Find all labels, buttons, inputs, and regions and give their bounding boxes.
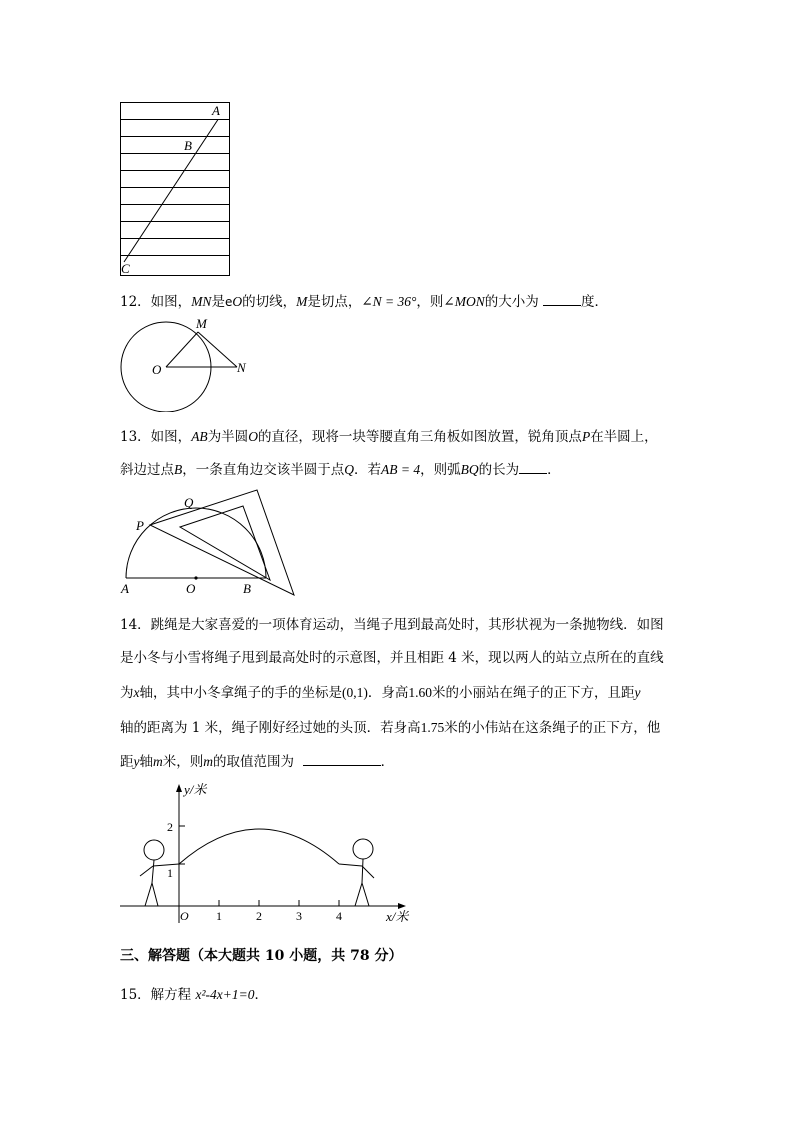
y-tick-1: 1 bbox=[167, 866, 173, 880]
answer-blank[interactable] bbox=[543, 293, 581, 306]
question-13-line1: 13．如图，AB为半圆O的直径，现将一块等腰直角三角板如图放置，锐角顶点P在半圆上， bbox=[120, 429, 658, 445]
answer-blank[interactable] bbox=[303, 753, 381, 766]
x-tick-4: 4 bbox=[336, 909, 342, 923]
question-14-line1: 14．跳绳是大家喜爱的一项体育运动，当绳子甩到最高处时，其形状视为一条抛物线．如图 bbox=[120, 617, 664, 633]
label-q: Q bbox=[184, 495, 194, 510]
question-14-line2: 是小冬与小雪将绳子甩到最高处时的示意图，并且相距 4 米，现以两人的站立点所在的直线 bbox=[120, 650, 664, 666]
question-14-line4: 轴的距离为 1 米，绳子刚好经过她的头顶．若身高1.75米的小伟站在这条绳子的正下方，他 bbox=[120, 720, 661, 736]
label-n: N bbox=[237, 360, 246, 375]
origin-label: O bbox=[180, 909, 189, 923]
x-tick-2: 2 bbox=[256, 909, 262, 923]
person-right bbox=[339, 839, 374, 906]
y-tick-2: 2 bbox=[167, 820, 173, 834]
label-a: A bbox=[121, 581, 129, 596]
figure-tangent-circle bbox=[112, 312, 262, 412]
x-tick-3: 3 bbox=[296, 909, 302, 923]
question-14-line3: 为x轴，其中小冬拿绳子的手的坐标是(0,1)．身高1.60米的小丽站在绳子的正下方，且距y bbox=[120, 685, 641, 701]
x-tick-1: 1 bbox=[216, 909, 222, 923]
y-axis-label: y/米 bbox=[184, 782, 207, 797]
figure-semicircle-triangle bbox=[112, 485, 307, 597]
answer-blank[interactable] bbox=[519, 461, 547, 474]
label-c: C bbox=[121, 261, 130, 276]
question-14-line5: 距y轴m米，则m的取值范围为 ． bbox=[120, 754, 395, 770]
label-p: P bbox=[136, 518, 144, 533]
figure-parallel-lines bbox=[112, 98, 237, 280]
label-m: M bbox=[196, 316, 207, 331]
question-15: 15．解方程 x²-4x+1=0． bbox=[120, 987, 268, 1003]
figure-jump-rope bbox=[112, 778, 424, 928]
person-left bbox=[140, 840, 179, 906]
question-12: 12．如图，MN是eO的切线，M是切点，∠N = 36°，则∠MON的大小为 度． bbox=[120, 294, 609, 310]
label-o: O bbox=[152, 362, 162, 377]
label-b: B bbox=[243, 581, 251, 596]
label-a: A bbox=[212, 103, 220, 118]
question-13-line2: 斜边过点B，一条直角边交该半圆于点Q．若AB = 4，则弧BQ的长为 ． bbox=[120, 462, 561, 478]
x-axis-label: x/米 bbox=[386, 909, 409, 924]
section-heading: 三、解答题（本大题共 10 小题，共 78 分） bbox=[120, 948, 403, 964]
label-b: B bbox=[184, 138, 192, 153]
label-o: O bbox=[186, 581, 196, 596]
